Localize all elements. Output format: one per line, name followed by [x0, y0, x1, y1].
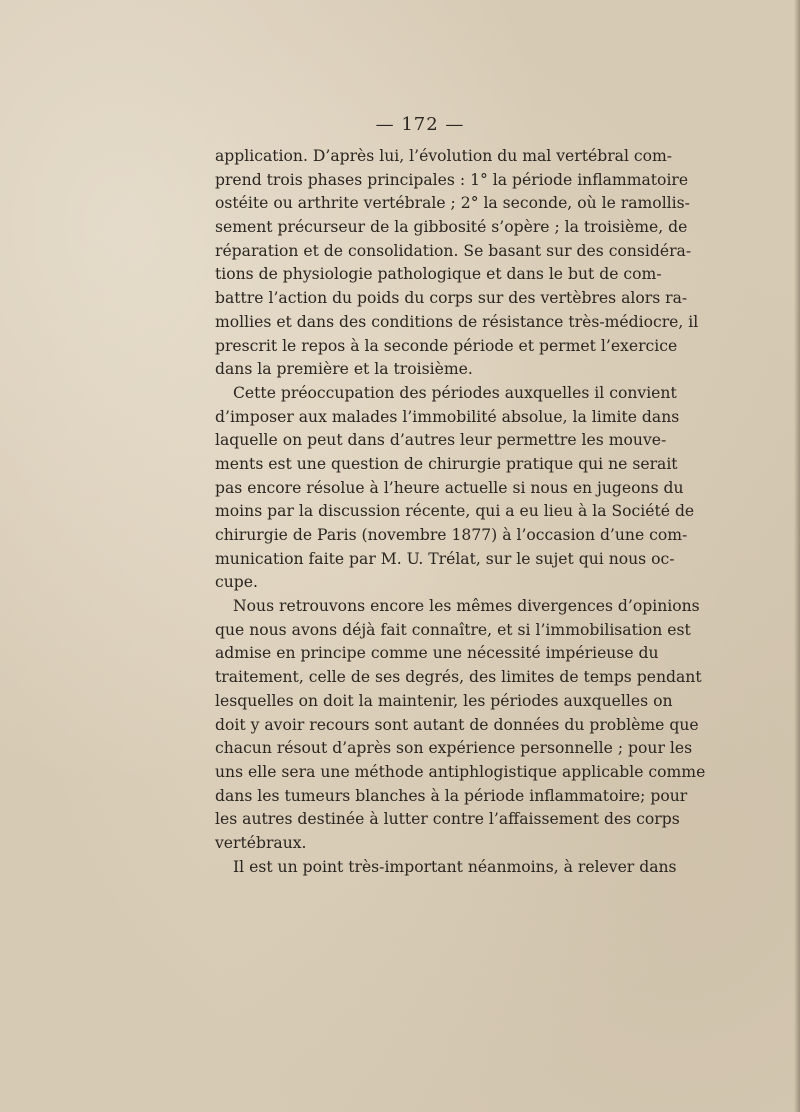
page-edge-shadow	[794, 0, 800, 1112]
text-line: application. D’après lui, l’évolution du mal vertébral com-	[215, 147, 673, 165]
text-line: laquelle on peut dans d’autres leur permettre les mouve-	[215, 431, 667, 450]
text-line: uns elle sera une méthode antiphlogistique applicable comme	[215, 762, 706, 781]
paragraph-start-line: Il est un point très-important néanmoins, à relever dans	[233, 857, 677, 876]
text-line: ments est une question de chirurgie pratique qui ne serait	[215, 454, 678, 473]
text-line: mollies et dans des conditions de résistance très-médiocre, il	[215, 312, 699, 331]
text-line: cupe.	[215, 573, 258, 592]
text-line: d’imposer aux malades l’immobilité absolue, la limite dans	[215, 407, 680, 426]
text-line: pas encore résolue à l’heure actuelle si nous en jugeons du	[215, 478, 684, 497]
text-line: lesquelles on doit la maintenir, les périodes auxquelles on	[215, 691, 673, 710]
text-line: sement précurseur de la gibbosité s’opère ; la troisième, de	[215, 218, 688, 237]
page-number: — 172 —	[375, 114, 465, 135]
text-line: chirurgie de Paris (novembre 1877) à l’occasion d’une com-	[215, 526, 688, 544]
text-line: munication faite par M. U. Trélat, sur le sujet qui nous oc-	[215, 549, 675, 568]
paragraph-start-line: Nous retrouvons encore les mêmes divergences d’opinions	[233, 597, 700, 616]
text-line: les autres destinée à lutter contre l’affaissement des corps	[215, 810, 680, 829]
text-line: vertébraux.	[215, 833, 307, 852]
body-text	[215, 145, 706, 879]
text-line: doit y avoir recours sont autant de données du problème que	[215, 715, 699, 734]
text-line: traitement, celle de ses degrés, des limites de temps pendant	[215, 668, 702, 687]
text-line: chacun résout d’après son expérience personnelle ; pour les	[215, 739, 693, 758]
text-line: prescrit le repos à la seconde période et permet l’exercice	[215, 336, 678, 355]
text-line: tions de physiologie pathologique et dans le but de com-	[215, 265, 662, 284]
text-line: prend trois phases principales : 1° la période inflammatoire	[215, 170, 689, 189]
text-line: dans les tumeurs blanches à la période inflammatoire; pour	[215, 786, 688, 805]
text-line: moins par la discussion récente, qui a eu lieu à la Société de	[215, 502, 695, 521]
paragraph-start-line: Cette préoccupation des périodes auxquelles il convient	[233, 383, 677, 402]
text-line: réparation et de consolidation. Se basant sur des considéra-	[215, 241, 692, 260]
text-line: dans la première et la troisième.	[215, 360, 473, 379]
text-line: admise en principe comme une nécessité impérieuse du	[215, 644, 659, 663]
text-line: battre l’action du poids du corps sur des vertèbres alors ra-	[215, 289, 688, 308]
text-line: ostéite ou arthrite vertébrale ; 2° la seconde, où le ramollis-	[215, 194, 690, 213]
text-line: que nous avons déjà fait connaître, et si l’immobilisation est	[215, 620, 691, 639]
